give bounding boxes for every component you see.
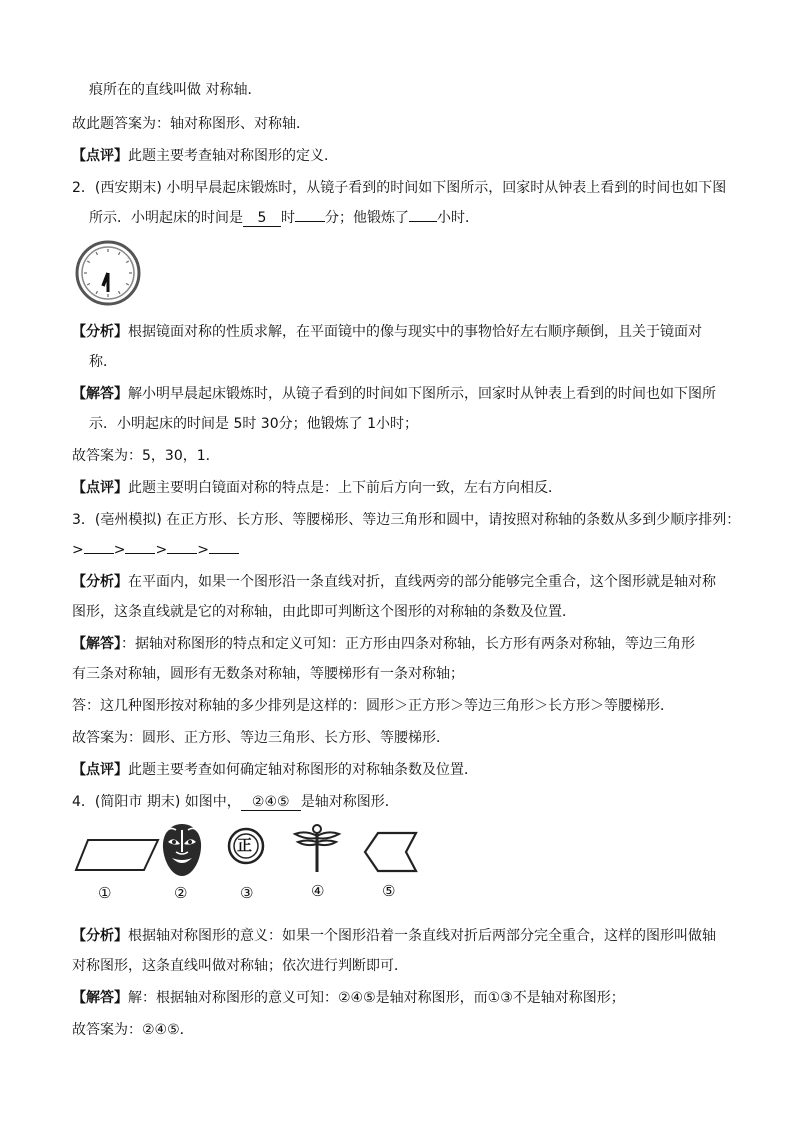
answer-line: 故此题答案为：轴对称图形、对称轴． [72, 116, 310, 132]
parallelogram-figure [74, 836, 160, 876]
opera-mask-figure [160, 822, 204, 878]
answer-3-statement: 答：这几种图形按对称轴的多少排列是这样的：圆形＞正方形＞等边三角形＞长方形＞等腰梯形． [72, 698, 674, 714]
solution-4: 【解答】解：根据轴对称图形的意义可知：②④⑤是轴对称图形，而①③不是轴对称图形； [72, 990, 625, 1006]
figure-label-4: ④ [311, 882, 325, 900]
blank [209, 553, 239, 554]
comment-line: 【点评】此题主要考查轴对称图形的定义． [72, 148, 338, 164]
blank [125, 553, 155, 554]
blank-minutes [295, 221, 325, 222]
question-2-line-1: 2．(西安期末) 小明早晨起床锻炼时，从镜子看到的时间如下图所示，回家时从钟表上看到的时间也如下图 [72, 180, 727, 196]
text-line: 痕所在的直线叫做 对称轴． [89, 82, 262, 98]
figure-label-3: ③ [240, 884, 254, 902]
figure-label-2: ② [174, 884, 188, 902]
dragonfly-figure [292, 822, 342, 874]
analysis-4-line-2: 对称图形，这条直线叫做对称轴；依次进行判断即可． [72, 958, 408, 974]
figure-label-1: ① [98, 884, 112, 902]
figure-label-5: ⑤ [382, 882, 396, 900]
answer-2: 故答案为：5，30，1． [72, 448, 220, 464]
blank-duration [409, 221, 437, 222]
blank [167, 553, 197, 554]
stamp-character: 正 [237, 836, 253, 854]
blank-hours: 5 [243, 210, 281, 227]
question-4: 4．(简阳市 期末) 如图中， ②④⑤ 是轴对称图形． [72, 794, 399, 810]
blank [84, 553, 114, 554]
analysis-2-line-1: 【分析】根据镜面对称的性质求解，在平面镜中的像与现实中的事物恰好左右顺序颠倒，且关于镜面对 [72, 324, 702, 340]
analysis-3-line-2: 图形，这条直线就是它的对称轴，由此即可判断这个图形的对称轴的条数及位置． [72, 604, 576, 620]
chevron-shape-figure [362, 830, 418, 874]
comment-tag: 【点评】 [72, 148, 128, 164]
analysis-2-line-2: 称． [89, 354, 117, 370]
solution-3-line-1: 【解答】：据轴对称图形的特点和定义可知：正方形由四条对称轴，长方形有两条对称轴，等边三角形 [72, 636, 695, 652]
analysis-4-line-1: 【分析】根据轴对称图形的意义：如果一个图形沿着一条直线对折后两部分完全重合，这样的图形叫做轴 [72, 928, 716, 944]
solution-3-line-2: 有三条对称轴，圆形有无数条对称轴，等腰梯形有一条对称轴； [72, 666, 464, 682]
solution-2-line-1: 【解答】解小明早晨起床锻炼时，从镜子看到的时间如下图所示，回家时从钟表上看到的时间也如下图所 [72, 386, 716, 402]
comment-2: 【点评】此题主要明白镜面对称的特点是：上下前后方向一致，左右方向相反． [72, 480, 562, 496]
answer-4: 故答案为：②④⑤． [72, 1022, 194, 1038]
question-3-line-1: 3．(亳州模拟) 在正方形、长方形、等腰梯形、等边三角形和圆中，请按照对称轴的条数从多到少顺序排列： [72, 512, 741, 528]
solution-2-line-2: 示．小明起床的时间是 5时 30分；他锻炼了 1小时； [89, 416, 418, 432]
question-3-blanks: > > > > [72, 540, 239, 560]
analysis-3-line-1: 【分析】在平面内，如果一个图形沿一条直线对折，直线两旁的部分能够完全重合，这个图形就是轴对称 [72, 574, 716, 590]
answer-3: 故答案为：圆形、正方形、等边三角形、长方形、等腰梯形． [72, 730, 450, 746]
blank-answer-4: ②④⑤ [241, 794, 301, 811]
mirror-clock-image [72, 240, 144, 306]
question-2-line-2: 所示．小明起床的时间是 5 时 分；他锻炼了 小时． [89, 210, 479, 226]
comment-3: 【点评】此题主要考查如何确定轴对称图形的对称轴条数及位置． [72, 762, 478, 778]
